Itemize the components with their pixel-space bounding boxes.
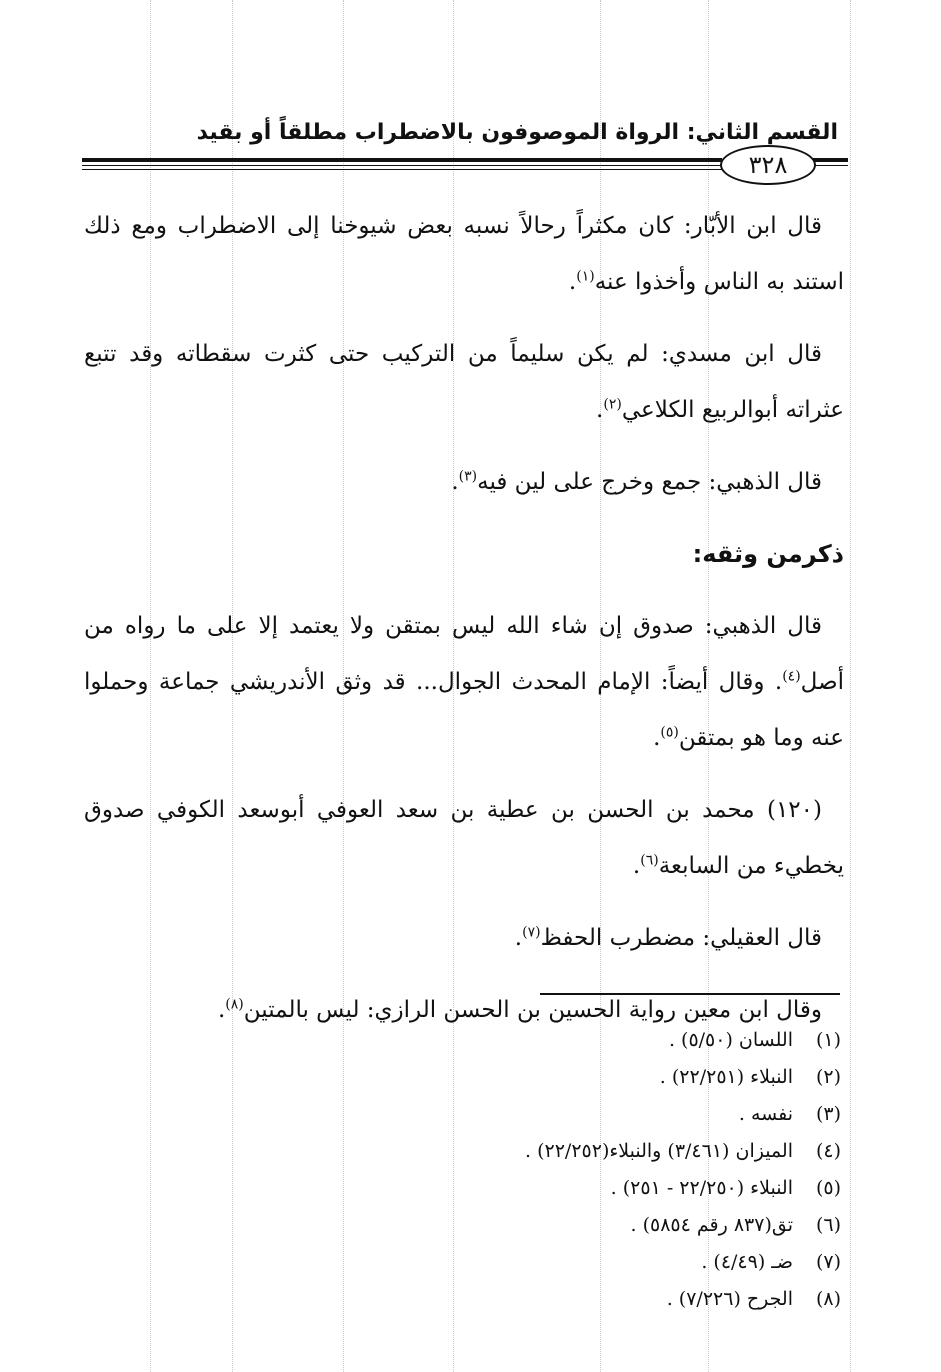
footnote-number: (٥)	[815, 1177, 841, 1199]
footnote-separator	[540, 993, 840, 995]
footnote-ref: (٦)	[640, 852, 659, 869]
footnote-number: (٨)	[815, 1288, 841, 1310]
paragraph: قال ابن مسدي: لم يكن سليماً من التركيب حتى كثرت سقطاته وقد تتبع عثراته أبوالربيع الكلاعي$^{(٢)}$.	[84, 341, 844, 423]
paragraph: قال الذهبي: جمع وخرج على لين فيه$^{(٣)}$.	[451, 468, 822, 495]
footnote-number: (٧)	[815, 1251, 841, 1273]
footnote-ref: (٥)	[660, 724, 679, 741]
footnote-text: النبلاء (٢٢/٢٥١) .	[659, 1066, 793, 1088]
footnote-item	[141, 1281, 841, 1318]
footnote-number: (٢)	[815, 1066, 841, 1088]
footnote-number: (٤)	[815, 1140, 841, 1162]
main-text	[84, 198, 844, 1054]
footnote-item	[141, 1170, 841, 1207]
footnote-text: نفسه .	[738, 1103, 793, 1125]
footnotes-list	[141, 1022, 841, 1318]
page-number: ٣٢٨	[720, 145, 816, 185]
section-heading: ذكرمن وثقه:	[692, 540, 844, 568]
header-rule-right	[812, 158, 848, 162]
footnote-item	[141, 1096, 841, 1133]
footnote-text: اللسان (٥/٥٠) .	[668, 1029, 793, 1051]
header-rule-thick	[82, 158, 722, 162]
footnote-text: الميزان (٣/٤٦١) والنبلاء(٢٢/٢٥٢) .	[525, 1140, 793, 1162]
footnote-item	[141, 1059, 841, 1096]
footnote-item	[141, 1207, 841, 1244]
footnote-text: تق(٨٣٧ رقم ٥٨٥٤) .	[630, 1214, 793, 1236]
header-rule-thin	[82, 169, 722, 170]
header-rule-right	[812, 165, 848, 166]
footnote-ref: (١)	[576, 268, 595, 285]
paragraph: وقال ابن معين رواية الحسين بن الحسن الرازي: ليس بالمتين$^{(٨)}$.	[217, 996, 822, 1023]
footnote-item	[141, 1244, 841, 1281]
footnote-ref: (٧)	[522, 924, 541, 941]
paragraph: (١٢٠) محمد بن الحسن بن عطية بن سعد العوفي أبوسعد الكوفي صدوق يخطيء من السابعة$^{(٦)}$.	[84, 797, 844, 879]
footnote-number: (١)	[815, 1029, 841, 1051]
footnote-text: الجرح (٧/٢٢٦) .	[666, 1288, 793, 1310]
footnote-text: ضـ (٤/٤٩) .	[701, 1251, 793, 1273]
footnote-ref: (٤)	[782, 668, 801, 685]
footnote-ref: (٨)	[225, 996, 244, 1013]
footnote-item	[141, 1022, 841, 1059]
scan-guide-line	[850, 0, 851, 1372]
paragraph: قال ابن الأبّار: كان مكثراً رحالاً نسبه بعض شيوخنا إلى الاضطراب ومع ذلك استند به الناس وأخذوا عنه$^{(١)}$.	[84, 213, 844, 295]
header-rule-thin	[82, 165, 722, 166]
paragraph: قال الذهبي: صدوق إن شاء الله ليس بمتقن ولا يعتمد إلا على ما رواه من أصل$^{(٤)}$. وقال أيضاً: الإمام المحدث الجوال... قد وثق الأندريشي جماعة وحملوا عنه وما هو بمتقن$^{(٥)}$.	[84, 613, 844, 751]
footnote-ref: (٣)	[458, 468, 478, 485]
running-header: القسم الثاني: الرواة الموصوفون بالاضطراب مطلقاً أو بقيد	[196, 120, 838, 145]
footnote-item	[141, 1133, 841, 1170]
footnote-text: النبلاء (٢٢/٢٥٠ - ٢٥١) .	[610, 1177, 793, 1199]
footnote-ref: (٢)	[603, 396, 622, 413]
paragraph: قال العقيلي: مضطرب الحفظ$^{(٧)}$.	[514, 924, 822, 951]
footnote-number: (٦)	[815, 1214, 841, 1236]
footnote-number: (٣)	[815, 1103, 841, 1125]
